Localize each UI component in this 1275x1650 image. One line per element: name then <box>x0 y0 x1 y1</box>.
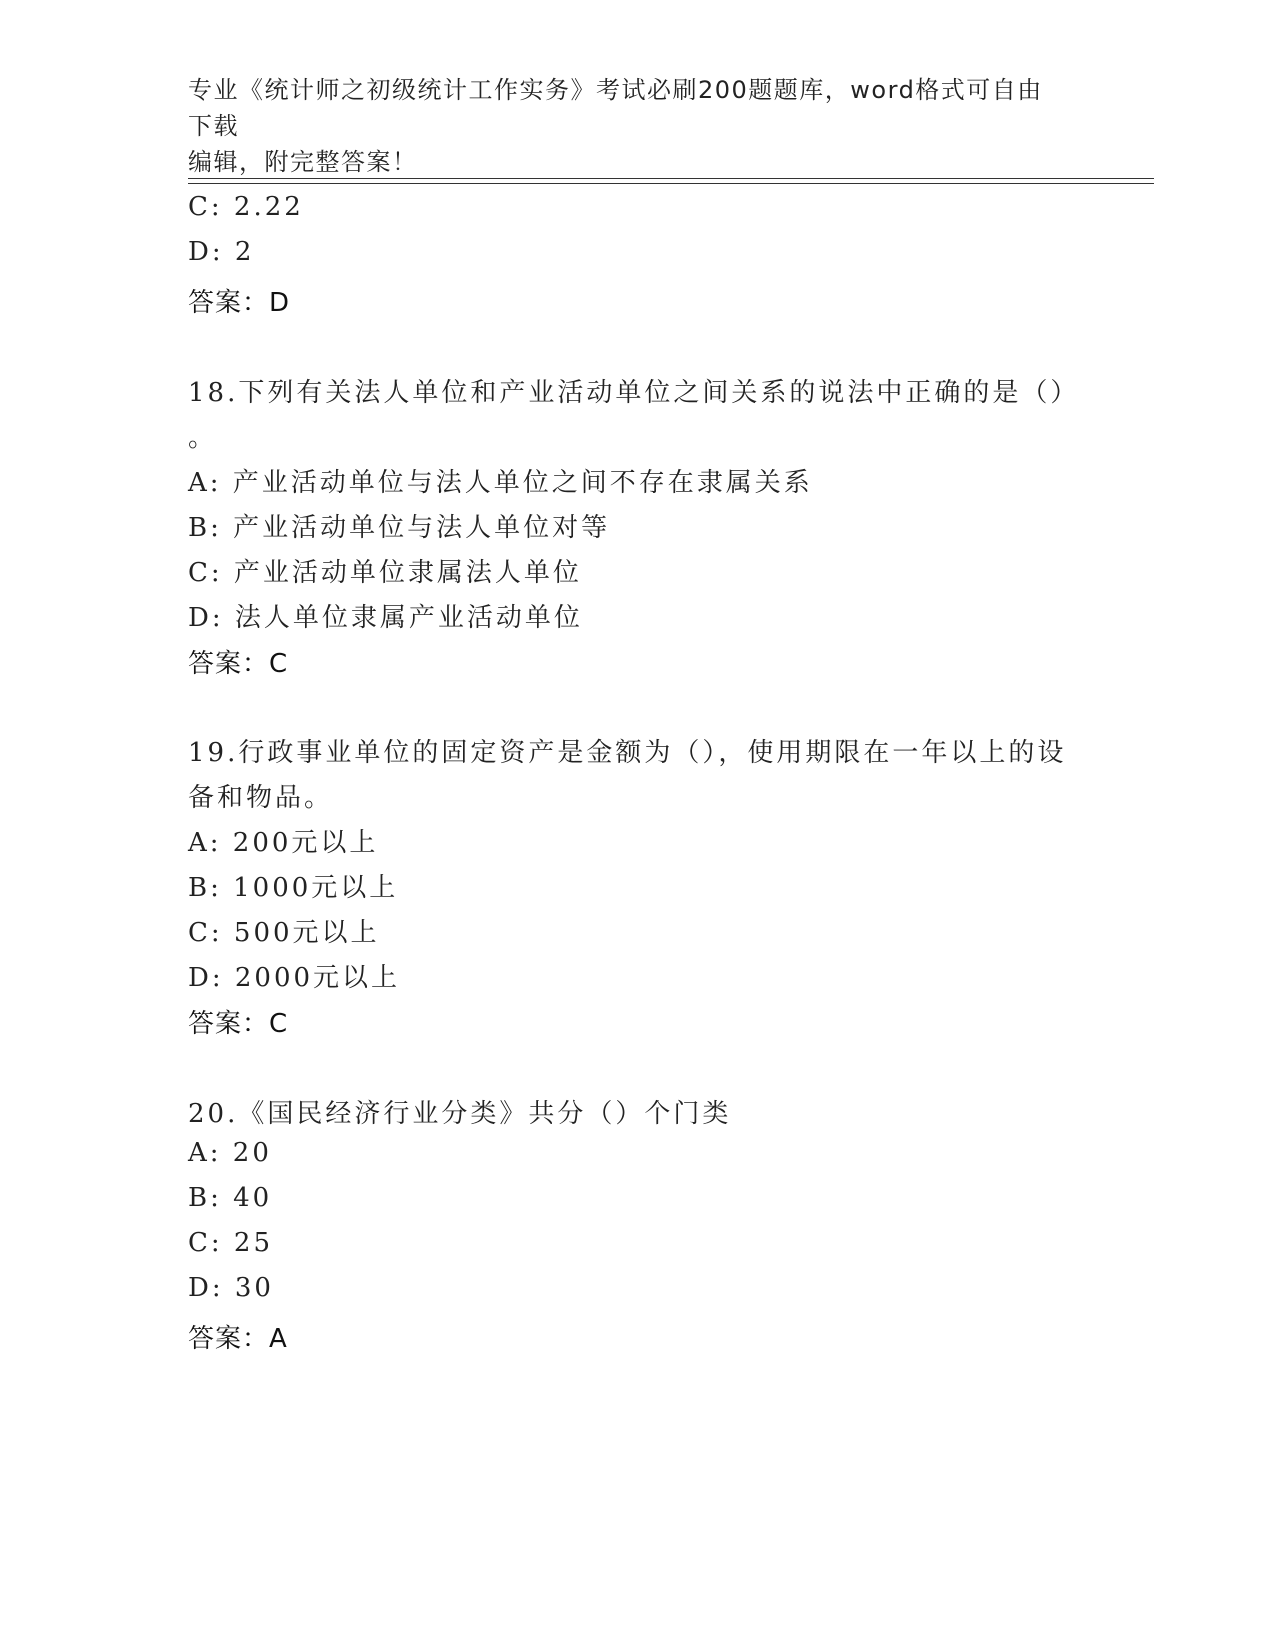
header-line-2: 编辑，附完整答案！ <box>188 148 418 176</box>
q18-answer: 答案：C <box>188 649 289 679</box>
q19-option-b: B: 1000元以上 <box>188 873 399 903</box>
document-header <box>188 72 1068 180</box>
q20-option-a: A: 20 <box>188 1138 272 1168</box>
q18-option-d: D: 法人单位隶属产业活动单位 <box>188 603 583 633</box>
q19-stem: 19.行政事业单位的固定资产是金额为（），使用期限在一年以上的设 <box>188 738 1067 768</box>
q20-option-c: C: 25 <box>188 1228 274 1258</box>
q18-stem: 18.下列有关法人单位和产业活动单位之间关系的说法中正确的是（） <box>188 378 1080 408</box>
q17-option-c: C: 2.22 <box>188 192 304 222</box>
q17-answer: 答案：D <box>188 288 291 318</box>
q19-answer: 答案：C <box>188 1009 289 1039</box>
header-divider-bottom <box>188 183 1154 184</box>
q18-option-b: B: 产业活动单位与法人单位对等 <box>188 513 611 543</box>
q20-option-d: D: 30 <box>188 1273 274 1303</box>
header-line-1: 专业《统计师之初级统计工作实务》考试必刷200题题库，word格式可自由下载 <box>188 76 1043 140</box>
q18-option-a: A: 产业活动单位与法人单位之间不存在隶属关系 <box>188 468 813 498</box>
q17-option-d: D: 2 <box>188 237 255 267</box>
q19-option-a: A: 200元以上 <box>188 828 379 858</box>
q19-stem-continued: 备和物品。 <box>188 783 334 813</box>
q19-option-c: C: 500元以上 <box>188 918 380 948</box>
q18-option-c: C: 产业活动单位隶属法人单位 <box>188 558 582 588</box>
header-divider-top <box>188 178 1154 179</box>
q20-stem: 20.《国民经济行业分类》共分（）个门类 <box>188 1099 732 1129</box>
q20-option-b: B: 40 <box>188 1183 273 1213</box>
q18-stem-continued: 。 <box>188 423 218 453</box>
q19-option-d: D: 2000元以上 <box>188 963 401 993</box>
q20-answer: 答案：A <box>188 1324 288 1354</box>
